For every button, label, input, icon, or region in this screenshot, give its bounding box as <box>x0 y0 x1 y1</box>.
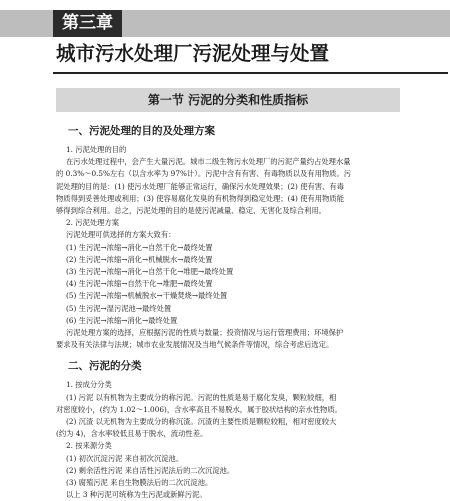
section-title: 第一节 污泥的分类和性质指标 <box>56 88 400 112</box>
paragraph-line: (1) 污泥 以有机物为主要成分的称污泥。污泥的性质是易于腐化发臭，颗粒较细，相 <box>66 392 337 402</box>
chapter-title: 城市污水处理厂污泥处理与处置 <box>56 42 330 65</box>
part2-heading: 二、污泥的分类 <box>68 360 142 373</box>
paragraph-line: 要求及有关法律与法规；城市农业发展情况及当地气候条件等情况，综合考虑后选定。 <box>56 340 334 350</box>
option-item: (2) 生污泥→浓缩→消化→机械脱水→最终处置 <box>66 254 213 264</box>
list-item: (3) 腐殖污泥 来自生物膜法后的二次沉淀池。 <box>66 478 213 488</box>
part2-sub2-heading: 2. 按来源分类 <box>66 441 112 451</box>
paragraph-line: 物质得到妥善处理或利用；(3) 使容易腐化发臭的有机物得到稳定处理；(4) 使有用物质能 <box>56 193 344 203</box>
option-item: (5) 生污泥→浓缩→机械脱水→干燥焚烧→最终处置 <box>66 291 228 301</box>
page-body <box>56 122 396 501</box>
option-item: (3) 生污泥→浓缩→消化→自然干化→堆肥→最终处置 <box>66 267 234 277</box>
part1-sub2-heading: 2. 污泥处理方案 <box>66 218 120 228</box>
list-item: (1) 初次沉淀污泥 来自初次沉淀池。 <box>66 453 184 463</box>
paragraph-line: 够得到综合利用。总之，污泥处理的目的是使污泥减量、稳定、无害化及综合利用。 <box>56 206 326 216</box>
option-item: (6) 生污泥→浓缩→消化→最终处置 <box>66 315 178 325</box>
title-divider <box>53 72 448 74</box>
chapter-label: 第三章 <box>53 10 122 37</box>
part1-heading: 一、污泥处理的目的及处理方案 <box>68 125 215 137</box>
paragraph-line: (2) 沉渣 以无机物为主要成分的称沉渣。沉渣的主要性质是颗粒较粗，相对密度较大 <box>66 417 337 427</box>
paragraph-line: 以上 3 种污泥可统称为生污泥或新鲜污泥。 <box>66 490 207 500</box>
paragraph-line: 在污水处理过程中，会产生大量污泥。城市二级生物污水处理厂的污泥产量约占处理水量 <box>66 157 351 167</box>
option-item: (4) 生污泥→浓缩→自然干化→堆肥→最终处置 <box>66 279 213 289</box>
option-item: (5) 生污泥→湿污泥池→最终处置 <box>66 303 172 313</box>
paragraph-line: (约为 4)，含水率较低且易于脱水，流动性差。 <box>56 429 208 439</box>
part2-sub1-heading: 1. 按成分分类 <box>66 380 112 390</box>
paragraph-line: 对密度较小，(约为 1.02～1.006)，含水率高且不易脱水，属于胶状结构的亲水性物质。 <box>56 404 342 414</box>
paragraph-line: 污泥处理方案的选择，应根据污泥的性质与数量；投资情况与运行管理费用；环境保护 <box>66 328 344 338</box>
list-item: (2) 剩余活性污泥 来自活性污泥法后的二次沉淀池。 <box>66 465 235 475</box>
paragraph-line: 污泥处理可供选择的方案大致有： <box>66 230 176 240</box>
paragraph-line: 泥处理的目的是：(1) 使污水处理厂能够正常运行，确保污水处理效果；(2) 使有害、有毒 <box>56 181 344 191</box>
paragraph-line: 的 0.3%～0.5%左右（以含水率为 97%计）。污泥中含有有害、有毒物质以及有用物质。污 <box>56 169 352 179</box>
option-item: (1) 生污泥→浓缩→消化→自然干化→最终处置 <box>66 242 213 252</box>
part1-sub1-heading: 1. 污泥处理的目的 <box>66 145 127 154</box>
